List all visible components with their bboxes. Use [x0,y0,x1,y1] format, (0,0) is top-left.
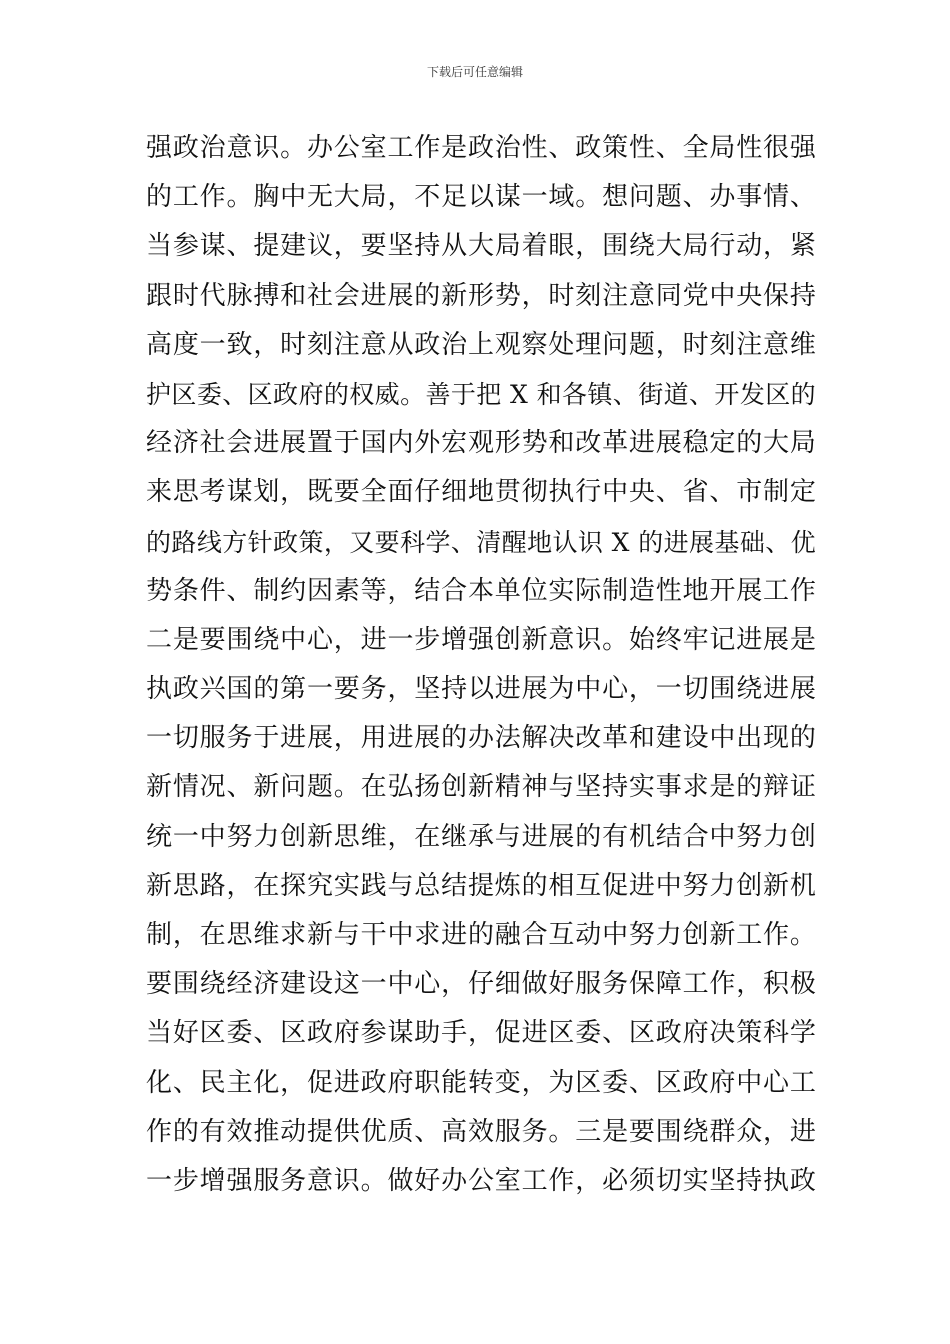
paragraph-line: 新 思 路 ， 在 探 究 实 践 与 总 结 提 炼 的 相 互 促 进 中 努 力 创 新 机 [146,870,816,901]
paragraph-line: 要 围 绕 经 济 建 设 这 一 中 心 ， 仔 细 做 好 服 务 保 障 工 作 ， 积 极 [146,969,816,1000]
paragraph-line: 高 度 一 致 ， 时 刻 注 意 从 政 治 上 观 察 处 理 问 题 ， 时 刻 注 意 维 [146,329,816,360]
paragraph-line: 跟 时 代 脉 搏 和 社 会 进 展 的 新 形 势 ， 时 刻 注 意 同 党 中 央 保 持 [146,280,816,311]
paragraph-line: 来 思 考 谋 划 ， 既 要 全 面 仔 细 地 贯 彻 执 行 中 央 、 省 、 市 制 定 [146,477,816,508]
body-text [146,124,816,1206]
paragraph-line: 二 是 要 围 绕 中 心 ， 进 一 步 增 强 创 新 意 识 。 始 终 牢 记 进 展 是 [146,624,816,655]
paragraph-line: 一 步 增 强 服 务 意 识 。 做 好 办 公 室 工 作 ， 必 须 切 实 坚 持 执 政 [146,1165,816,1196]
page-header: 下载后可任意编辑 [426,65,523,79]
paragraph-line: 势 条 件 、 制 约 因 素 等 ， 结 合 本 单 位 实 际 制 造 性 地 开 展 工 作 [146,575,816,606]
paragraph-line: 强 政 治 意 识 。 办 公 室 工 作 是 政 治 性 、 政 策 性 、 全 局 性 很 强 [146,133,816,163]
paragraph-line: 经 济 社 会 进 展 置 于 国 内 外 宏 观 形 势 和 改 革 进 展 稳 定 的 大 局 [146,428,816,459]
paragraph-line: 的 路 线 方 针 政 策 ， 又 要 科 学 、 清 醒 地 认 识 X 的 进 展 基 础 、 优 [146,527,816,557]
paragraph-line: 执 政 兴 国 的 第 一 要 务 ， 坚 持 以 进 展 为 中 心 ， 一 切 围 绕 进 展 [146,674,816,705]
paragraph-line: 统 一 中 努 力 创 新 思 维 ， 在 继 承 与 进 展 的 有 机 结 合 中 努 力 创 [146,821,816,852]
paragraph-line: 化 、 民 主 化 ， 促 进 政 府 职 能 转 变 ， 为 区 委 、 区 政 府 中 心 工 [146,1067,816,1098]
paragraph-line: 护 区 委 、 区 政 府 的 权 威 。 善 于 把 X 和 各 镇 、 街 道 、 开 发 区 的 [146,379,816,409]
paragraph-line: 制 ， 在 思 维 求 新 与 干 中 求 进 的 融 合 互 动 中 努 力 创 新 工 作 。 [146,920,816,950]
paragraph-line: 新 情 况 、 新 问 题 。 在 弘 扬 创 新 精 神 与 坚 持 实 事 求 是 的 辩 证 [146,772,816,803]
paragraph-line: 一 切 服 务 于 进 展 ， 用 进 展 的 办 法 解 决 改 革 和 建 设 中 出 现 的 [146,723,816,754]
paragraph-line: 当 参 谋 、 提 建 议 ， 要 坚 持 从 大 局 着 眼 ， 围 绕 大 局 行 动 ， 紧 [146,231,816,262]
paragraph-line: 的 工 作 。 胸 中 无 大 局 ， 不 足 以 谋 一 域 。 想 问 题 、 办 事 情 、 [146,182,816,213]
paragraph-line: 当 好 区 委 、 区 政 府 参 谋 助 手 ， 促 进 区 委 、 区 政 府 决 策 科 学 [146,1018,816,1049]
paragraph-line: 作 的 有 效 推 动 提 供 优 质 、 高 效 服 务 。 三 是 要 围 绕 群 众 ， 进 [146,1116,816,1147]
